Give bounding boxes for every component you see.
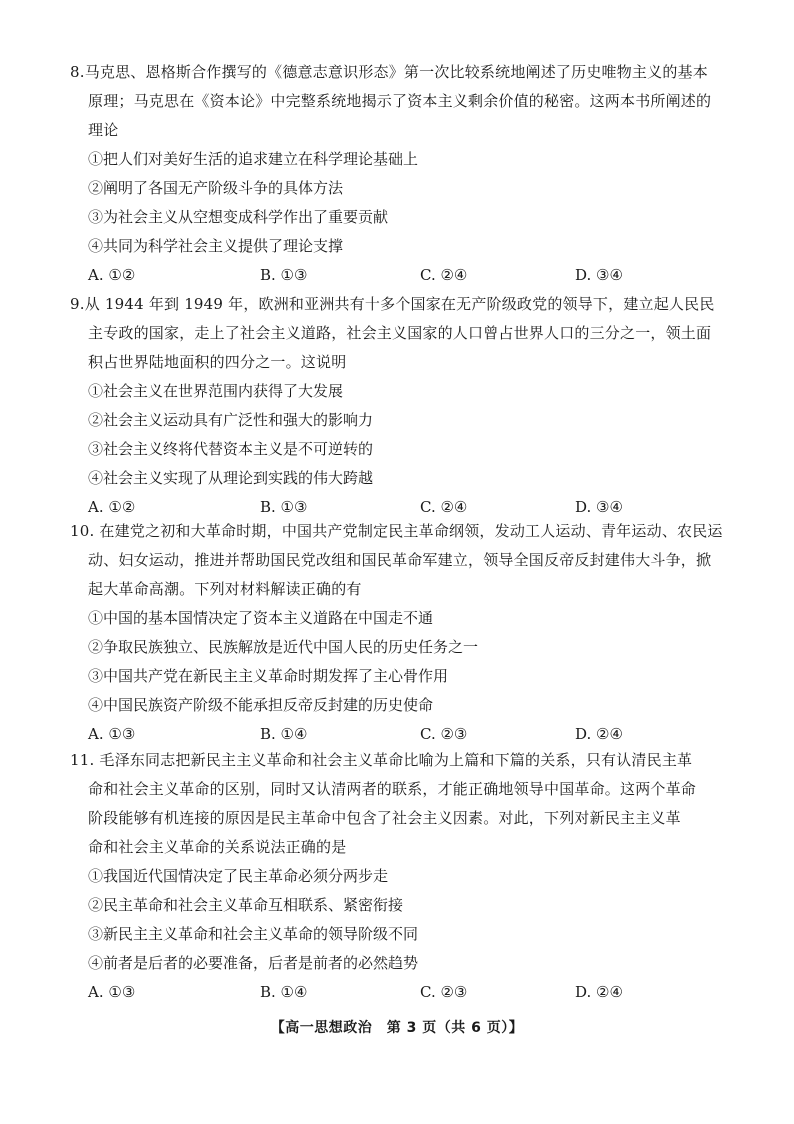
statement-option: ③为社会主义从空想变成科学作出了重要贡献: [88, 208, 389, 226]
question-stem-line: 原理；马克思在《资本论》中完整系统地揭示了资本主义剩余价值的秘密。这两本书所阐述的: [88, 92, 712, 110]
question-stem-line: 8.马克思、恩格斯合作撰写的《德意志意识形态》第一次比较系统地阐述了历史唯物主义的基本: [70, 63, 708, 81]
statement-option: ④共同为科学社会主义提供了理论支撑: [88, 237, 344, 255]
statement-option: ①把人们对美好生活的追求建立在科学理论基础上: [88, 150, 419, 168]
question-stem-line: 命和社会主义革命的区别，同时又认清两者的联系，才能正确地领导中国革命。这两个革命: [88, 780, 697, 798]
choice-d: D. ②④: [575, 983, 623, 1001]
question-stem-line: 积占世界陆地面积的四分之一。这说明: [88, 353, 347, 371]
statement-option: ②阐明了各国无产阶级斗争的具体方法: [88, 179, 344, 197]
question-stem-line: 动、妇女运动，推进并帮助国民党改组和国民革命军建立，领导全国反帝反封建伟大斗争，掀: [88, 551, 712, 569]
choice-a: A. ①②: [88, 498, 136, 516]
statement-option: ④社会主义实现了从理论到实践的伟大跨越: [88, 469, 374, 487]
question-stem-line: 阶段能够有机连接的原因是民主革命中包含了社会主义因素。对此，下列对新民主主义革: [88, 809, 681, 827]
statement-option: ①中国的基本国情决定了资本主义道路在中国走不通: [88, 609, 434, 627]
choice-d: D. ③④: [575, 498, 623, 516]
question-stem-line: 起大革命高潮。下列对材料解读正确的有: [88, 580, 362, 598]
statement-option: ②民主革命和社会主义革命互相联系、紧密衔接: [88, 896, 404, 914]
answer-choices: [70, 261, 730, 290]
choice-d: D. ②④: [575, 725, 623, 743]
choice-a: A. ①③: [88, 983, 136, 1001]
question-8: [70, 58, 730, 290]
statement-option: ④中国民族资产阶级不能承担反帝反封建的历史使命: [88, 696, 434, 714]
statement-option: ①我国近代国情决定了民主革命必须分两步走: [88, 867, 389, 885]
choice-b: B. ①③: [260, 266, 308, 284]
question-9: [70, 290, 730, 522]
page-footer: 【高一思想政治 第 3 页（共 6 页）】: [270, 1020, 524, 1036]
statement-option: ②社会主义运动具有广泛性和强大的影响力: [88, 411, 374, 429]
statement-option: ②争取民族独立、民族解放是近代中国人民的历史任务之一: [88, 638, 479, 656]
question-11: [70, 746, 730, 1007]
question-10: [70, 517, 730, 749]
choice-c: C. ②④: [420, 266, 468, 284]
choice-b: B. ①③: [260, 498, 308, 516]
choice-b: B. ①④: [260, 983, 308, 1001]
statement-option: ③中国共产党在新民主主义革命时期发挥了主心骨作用: [88, 667, 449, 685]
question-stem-line: 理论: [88, 121, 119, 139]
choice-a: A. ①③: [88, 725, 136, 743]
answer-choices: [70, 720, 730, 749]
choice-c: C. ②④: [420, 498, 468, 516]
choice-d: D. ③④: [575, 266, 623, 284]
statement-option: ③社会主义终将代替资本主义是不可逆转的: [88, 440, 374, 458]
question-stem-line: 10. 在建党之初和大革命时期，中国共产党制定民主革命纲领，发动工人运动、青年运动、农民运: [70, 522, 723, 540]
choice-c: C. ②③: [420, 725, 468, 743]
question-stem-line: 9.从 1944 年到 1949 年，欧洲和亚洲共有十多个国家在无产阶级政党的领导下，建立起人民民: [70, 295, 715, 313]
answer-choices: [70, 978, 730, 1007]
question-stem-line: 主专政的国家，走上了社会主义道路，社会主义国家的人口曾占世界人口的三分之一，领土面: [88, 324, 712, 342]
choice-a: A. ①②: [88, 266, 136, 284]
question-stem-line: 11. 毛泽东同志把新民主主义革命和社会主义革命比喻为上篇和下篇的关系，只有认清民主革: [70, 751, 693, 769]
statement-option: ③新民主主义革命和社会主义革命的领导阶级不同: [88, 925, 419, 943]
choice-c: C. ②③: [420, 983, 468, 1001]
choice-b: B. ①④: [260, 725, 308, 743]
question-stem-line: 命和社会主义革命的关系说法正确的是: [88, 838, 347, 856]
statement-option: ④前者是后者的必要准备，后者是前者的必然趋势: [88, 954, 419, 972]
statement-option: ①社会主义在世界范围内获得了大发展: [88, 382, 344, 400]
